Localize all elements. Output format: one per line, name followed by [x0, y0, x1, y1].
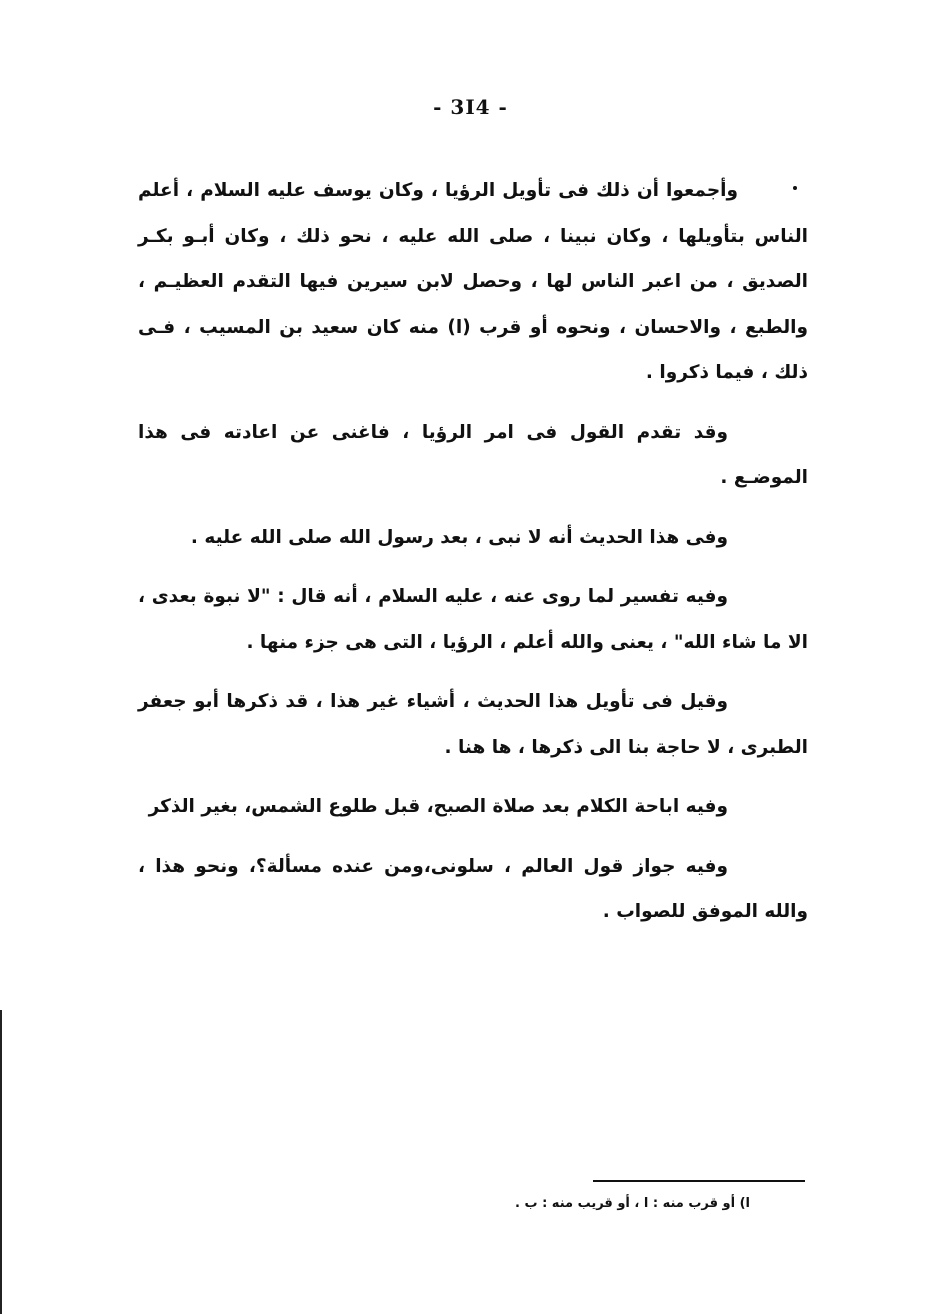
paragraph-4 [138, 574, 808, 665]
paragraph-6: وفيه اباحة الكلام بعد صلاة الصبح، قبل طلوع الشمس، بغير الذكر [148, 796, 728, 817]
paragraph-4-rest: ، يعنى والله أعلم ، الرؤيا ، التى هى جزء منها . [246, 631, 668, 653]
main-text [138, 168, 808, 949]
footnote-divider [593, 1180, 805, 1182]
hadith-quote: "لا نبوة بعدى ، الا ما شاء الله" [138, 586, 808, 653]
footnote: ا) أو قرب منه : ا ، أو قريب منه : ب . [515, 1196, 750, 1211]
paragraph-4-intro: وفيه تفسير لما روى عنه ، عليه السلام ، أنه قال : [277, 586, 728, 607]
paragraph-5: وقيل فى تأويل هذا الحديث ، أشياء غير هذا ، قد ذكرها أبو جعفر الطبرى ، لا حاجة بنا الى ذكرها ، ها هنا . [138, 691, 808, 758]
paragraph-2: وقد تقدم القول فى امر الرؤيا ، فاغنى عن اعادته فى هذا الموضـع . [138, 421, 808, 488]
paragraph-3: وفى هذا الحديث أنه لا نبى ، بعد رسول الله صلى الله عليه . [190, 526, 728, 548]
paragraph-7: وفيه جواز قول العالم ، سلونى،ومن عنده مسألة؟، ونحو هذا ، والله الموفق للصواب . [138, 855, 808, 922]
paragraph-1: وأجمعوا أن ذلك فى تأويل الرؤيا ، وكان يوسف عليه السلام ، أعلم الناس بتأويلها ، وكان نبينا ، صلى الله عليه ، نحو ذلك ، وكان أبـو بكـر الصديق ، من اعبر الناس لها ، وحصل لابن سيرين فيها التقدم العظيـم ، والطبع ، والاحسان ، ونحوه أو قرب (ا) منه كان سعيد بن المسيب ، فـى ذلك ، فيما ذكروا . [138, 180, 808, 383]
page-number: - 3I4 - [433, 95, 508, 119]
scan-edge-line [0, 1010, 2, 1314]
